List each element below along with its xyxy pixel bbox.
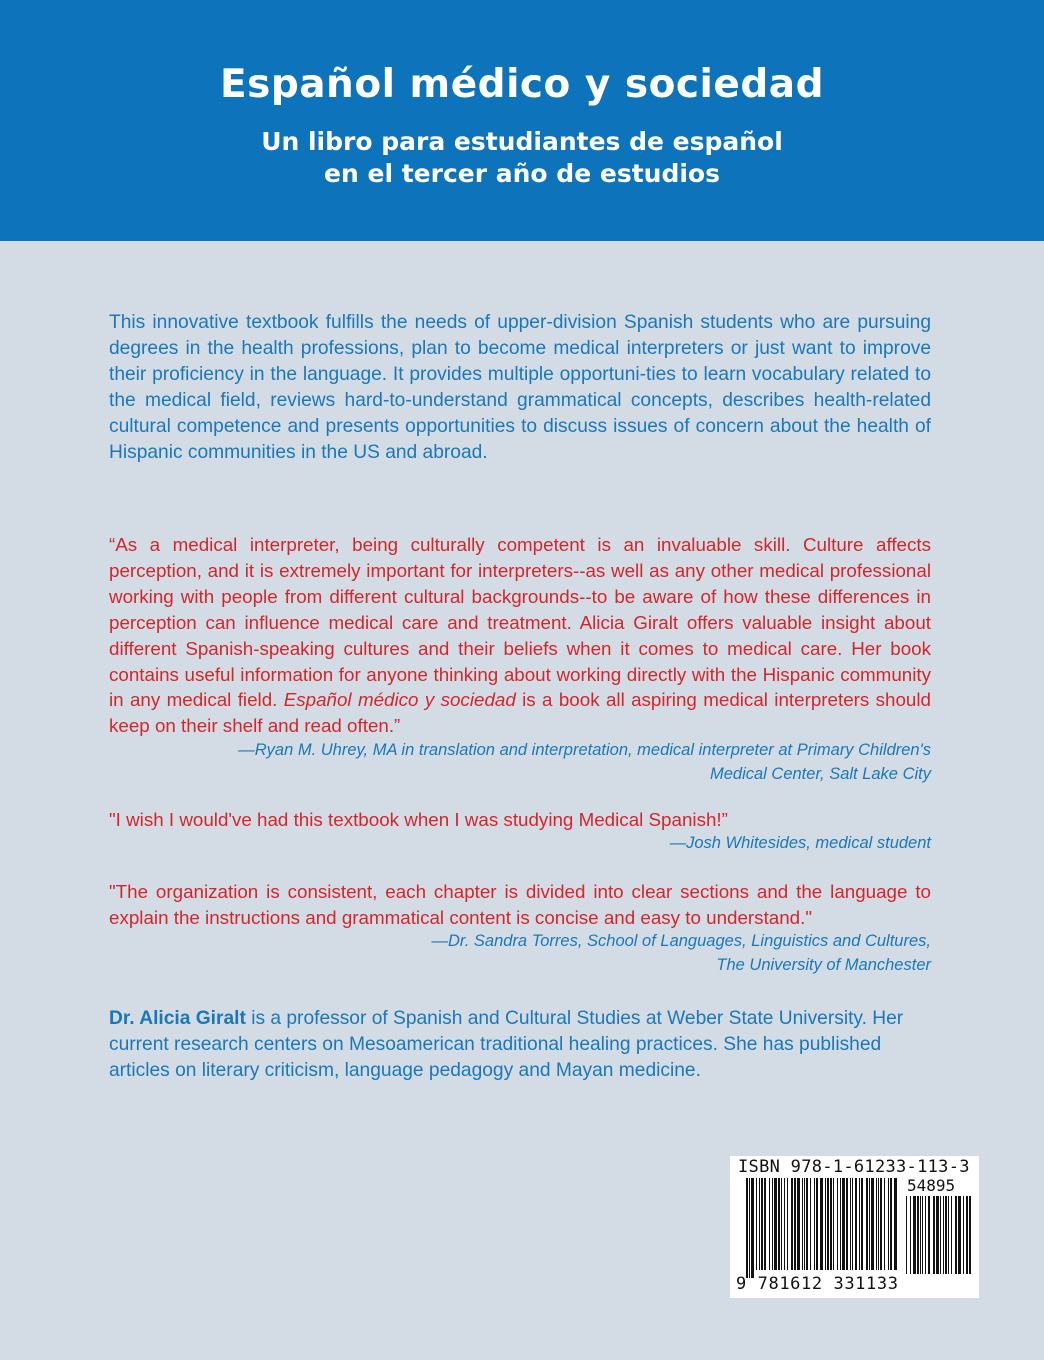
barcode-bar (794, 1178, 796, 1270)
barcode-bar (797, 1178, 800, 1270)
barcode-bar (850, 1178, 851, 1270)
barcode-bar (806, 1178, 808, 1270)
barcode-bar (888, 1178, 889, 1270)
barcode-addon-bar (951, 1196, 952, 1274)
barcode-bar (894, 1178, 897, 1270)
barcode-addon-bar (955, 1196, 957, 1274)
author-bio (109, 1006, 931, 1084)
barcode-bar (761, 1178, 763, 1270)
barcode-bar (871, 1178, 874, 1270)
barcode-addon-bar (958, 1196, 961, 1274)
barcode-bar (878, 1178, 879, 1270)
barcode-bar (876, 1178, 877, 1270)
barcode-bar (820, 1178, 823, 1270)
barcode-bar (787, 1178, 788, 1270)
barcode-addon-bar (966, 1196, 968, 1274)
barcode-addon-bar (925, 1196, 926, 1274)
barcode-bar (774, 1178, 777, 1270)
barcode-bar (842, 1178, 845, 1270)
barcode-bar (749, 1178, 750, 1278)
barcode-bar (759, 1178, 760, 1270)
barcode-ean-digits: 9 781612 331133 (736, 1274, 899, 1294)
quote-2 (109, 807, 931, 855)
barcode-bar (816, 1178, 818, 1270)
barcode-bar (827, 1178, 829, 1270)
barcode-addon-bar (943, 1196, 944, 1274)
book-description: This innovative textbook fulfills the needs of upper-division Spanish students who are pursuing degrees in the health professions, plan to become medical interpreters or just want to improve their proficiency in the language. It provides multiple opportuni-ties to learn vocabulary related to the medical field, reviews hard-to-understand grammatical concepts, describes health-related cultural competence and presents opportunities to discuss issues of concern about the health of Hispanic communities in the US and abroad. (109, 312, 931, 464)
barcode-addon-bar (933, 1196, 935, 1274)
barcode-bar (846, 1178, 848, 1270)
barcode-addon-bar (928, 1196, 930, 1274)
barcode-addon-digits: 54895 (907, 1176, 956, 1195)
barcode-bar (852, 1178, 853, 1270)
barcode-bar (869, 1178, 870, 1270)
barcode-bar (804, 1178, 805, 1270)
barcode-addon-bar (945, 1196, 947, 1274)
barcode-bar (840, 1178, 841, 1270)
barcode-bar (769, 1178, 770, 1270)
barcode-bar (781, 1178, 782, 1270)
barcode-bar (772, 1178, 773, 1270)
quote-1-text: “As a medical interpreter, being culturally competent is an invaluable skill. Culture affects perception, and it is extremely important for interpreters--as well as any other medical professional working with people from different cultural backgrounds--to be aware of how these differences in perception can influence medical care and treatment. Alicia Giralt offers valuable insight about different Spanish-speaking cultures and their beliefs when it comes to medical care. Her book contains useful information for anyone thinking about working directly with the Hispanic community in any medical field. Español médico y sociedad is a book all aspiring medical interpreters should keep on their shelf and read often.” (109, 534, 931, 737)
barcode-addon-bar (936, 1196, 939, 1274)
book-title: Español médico y sociedad (219, 62, 825, 107)
quote-1-attribution: —Ryan M. Uhrey, MA in translation and interpretation, medical interpreter at Primary Children's Medical Center, Salt Lake City (238, 741, 931, 784)
author-bio-text: is a professor of Spanish and Cultural Studies at Weber State University. Her current research centers on Mesoamerican traditional healing practices. She has published articles on literary criticism, language pedagogy and Mayan medicine. (109, 1008, 904, 1082)
quote-3 (109, 879, 931, 977)
barcode-bar (890, 1178, 892, 1270)
quote-1 (109, 532, 931, 786)
quote-2-attribution: —Josh Whitesides, medical student (669, 834, 931, 852)
barcode-bar (751, 1178, 754, 1278)
barcode-addon-bar (922, 1196, 923, 1274)
barcode-bar (833, 1178, 834, 1270)
barcode-addon-bar (920, 1196, 921, 1274)
barcode-bar (861, 1178, 863, 1270)
quote-2-text: "I wish I would've had this textbook when I was studying Medical Spanish!” (109, 809, 728, 830)
book-subtitle-line2: en el tercer año de estudios (324, 159, 720, 188)
barcode-bar (855, 1178, 857, 1270)
barcode-bar (791, 1178, 793, 1270)
barcode-bar (802, 1178, 803, 1270)
barcode-addon-bar (917, 1196, 919, 1274)
barcode-bar (778, 1178, 780, 1270)
quote-3-text: "The organization is consistent, each chapter is divided into clear sections and the language to explain the instructions and grammatical content is concise and easy to understand." (109, 881, 931, 928)
barcode-bar (859, 1178, 860, 1270)
quote-3-attribution: —Dr. Sandra Torres, School of Languages, Linguistics and Cultures, The University of Manchester (431, 932, 931, 974)
barcode-bar (814, 1178, 815, 1270)
barcode-bar (837, 1178, 838, 1270)
barcode-addon-bar (940, 1196, 941, 1274)
book-subtitle-line1: Un libro para estudiantes de español (261, 127, 783, 156)
barcode-bar (746, 1178, 748, 1278)
cover-header (0, 0, 1044, 241)
barcode-addon-bar (910, 1196, 911, 1274)
isbn-label: ISBN 978-1-61233-113-3 (738, 1157, 970, 1177)
barcode-bar (810, 1178, 811, 1270)
barcode-addon-bar (913, 1196, 916, 1274)
barcode-bar (764, 1178, 766, 1270)
barcode-bar (884, 1178, 885, 1270)
barcode-bar (784, 1178, 785, 1270)
barcode-bar (756, 1178, 757, 1270)
barcode-addon-bar (963, 1196, 964, 1274)
barcode-bar (830, 1178, 832, 1270)
barcode-addon-bar (948, 1196, 949, 1274)
barcode-bar (866, 1178, 868, 1270)
barcode-addon-bar (906, 1196, 907, 1274)
barcode-addon-bar (969, 1196, 971, 1274)
author-name: Dr. Alicia Giralt (109, 1008, 246, 1029)
barcode-bar (880, 1178, 882, 1270)
barcode-bar (825, 1178, 826, 1270)
isbn-barcode (730, 1156, 979, 1298)
